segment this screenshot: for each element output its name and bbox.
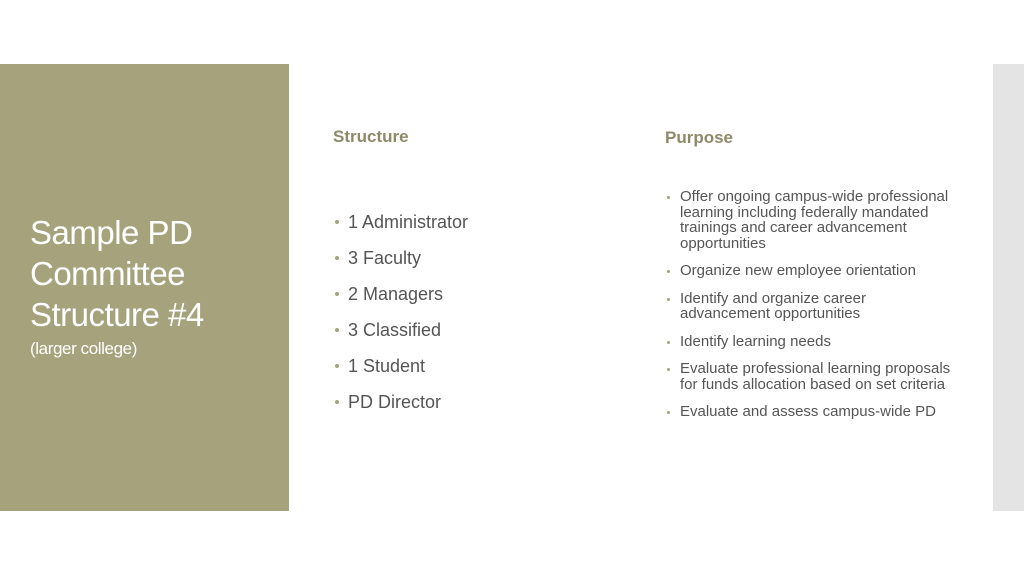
bullet-icon [335,328,339,332]
purpose-item-label: Identify and organize career advancement opportunities [680,289,866,322]
bullet-icon [335,220,339,224]
slide-subtitle: (larger college) [30,339,137,358]
structure-item [333,354,468,390]
structure-list [333,210,468,426]
bullet-icon [335,256,339,260]
slide-title: Sample PD Committee Structure #4 [30,214,204,333]
side-strip [993,64,1024,511]
purpose-list [665,189,955,432]
structure-item-label: 1 Administrator [348,212,469,232]
structure-item [333,210,468,246]
bullet-icon [335,292,339,296]
structure-header: Structure [333,127,409,146]
purpose-item [665,263,955,279]
structure-item-label: 1 Student [348,356,426,376]
purpose-item-label: Organize new employee orientation [680,262,916,279]
structure-item [333,246,468,282]
purpose-item [665,404,955,420]
purpose-item [665,361,955,392]
bullet-icon [335,364,339,368]
purpose-item [665,291,955,322]
bullet-icon [667,368,670,371]
bullet-icon [667,196,670,199]
purpose-item-label: Identify learning needs [680,332,831,350]
purpose-item [665,334,955,350]
bullet-icon [667,298,670,301]
structure-item [333,390,468,426]
purpose-item-label: Offer ongoing campus-wide professional learning including federally mandated trainings and career advancement opportunities [680,188,949,252]
bullet-icon [335,400,339,404]
bullet-icon [667,270,670,273]
structure-item-label: 3 Classified [348,320,442,340]
purpose-item [665,189,955,251]
bullet-icon [667,341,670,344]
purpose-item-label: Evaluate and assess campus-wide PD [680,403,936,420]
structure-item-label: 2 Managers [348,284,444,304]
purpose-item-label: Evaluate professional learning proposals for funds allocation based on set criteria [680,360,951,393]
structure-item [333,318,468,354]
structure-item [333,282,468,318]
purpose-header: Purpose [665,128,734,147]
bullet-icon [667,411,670,414]
structure-item-label: PD Director [348,392,442,412]
structure-item-label: 3 Faculty [348,248,422,268]
